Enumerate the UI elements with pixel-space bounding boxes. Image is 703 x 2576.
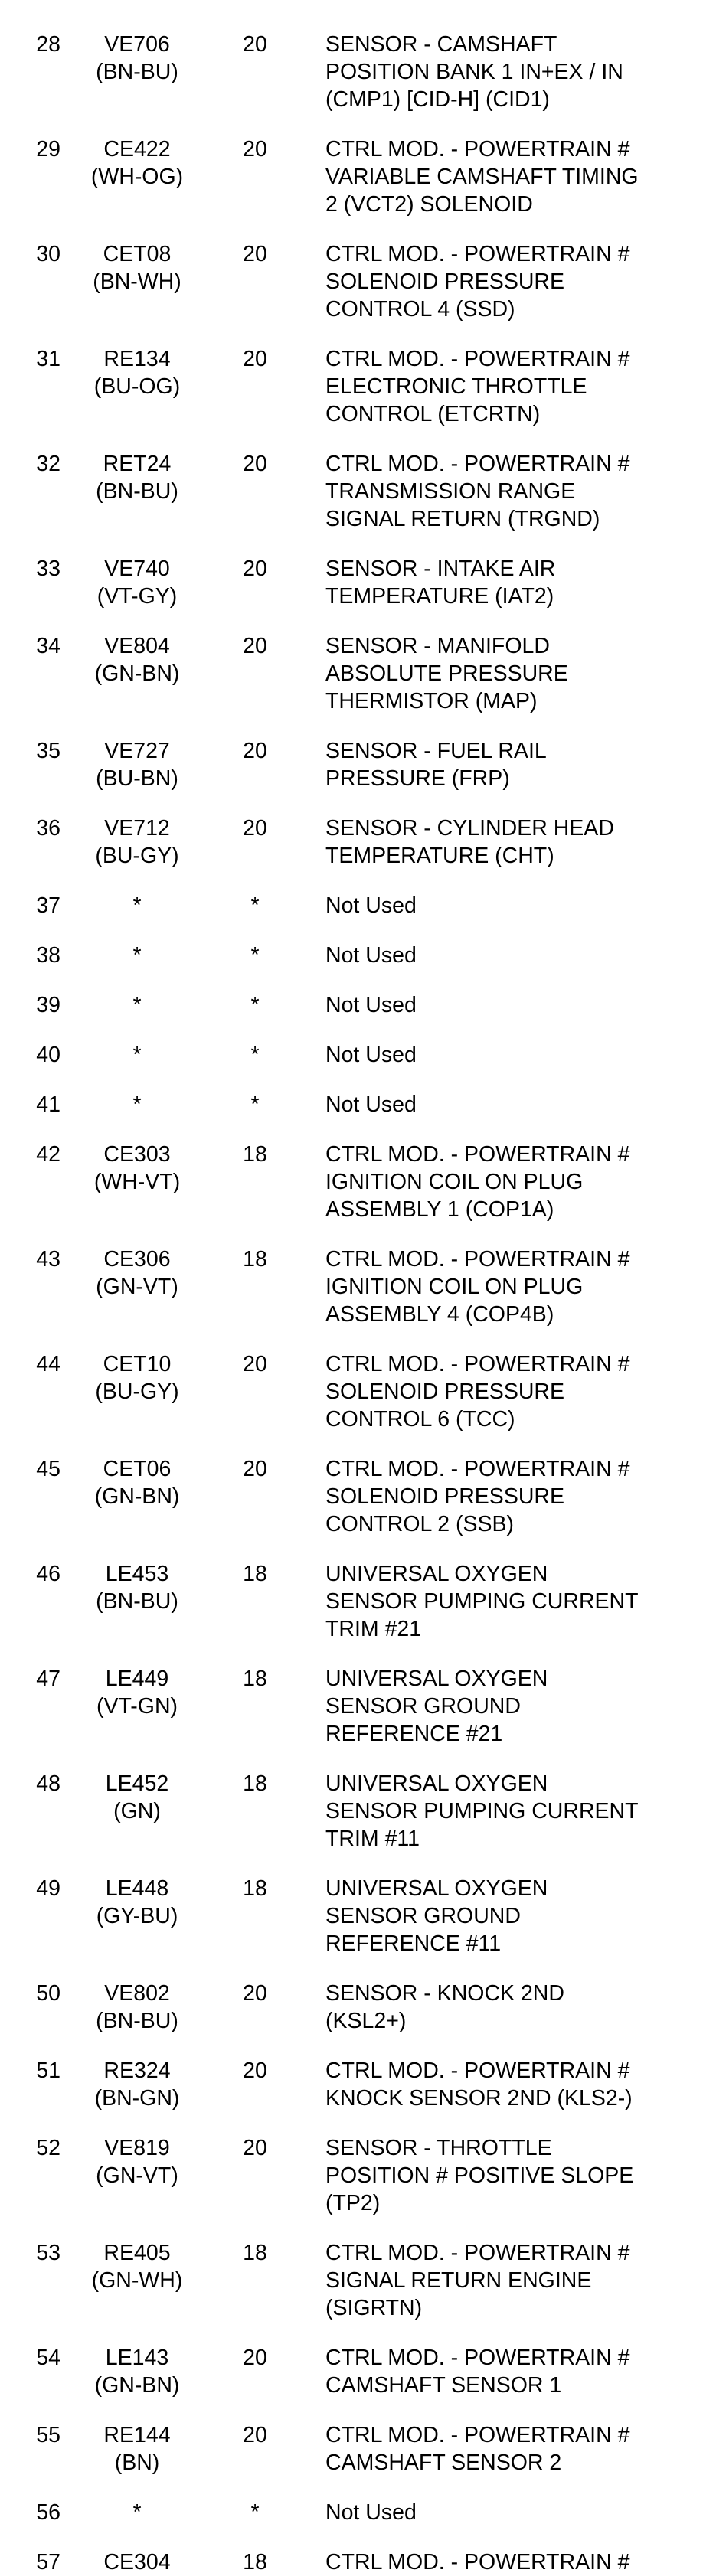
wire-gauge: 20 bbox=[243, 1457, 267, 1481]
table-row bbox=[0, 135, 703, 218]
circuit-description: Not Used bbox=[325, 2500, 417, 2525]
table-row bbox=[0, 1980, 703, 2035]
wire-gauge: 20 bbox=[243, 634, 267, 658]
circuit-id: LE449 (VT-GN) bbox=[96, 1667, 178, 1719]
table-row bbox=[0, 1041, 703, 1069]
circuit-description: CTRL MOD. - POWERTRAIN # SOLENOID PRESSURE CONTROL 6 (TCC) bbox=[325, 1352, 630, 1432]
circuit-description: CTRL MOD. - POWERTRAIN # CAMSHAFT SENSOR 2 bbox=[325, 2423, 630, 2475]
table-row bbox=[0, 1770, 703, 1853]
table-row bbox=[0, 737, 703, 792]
circuit-description: SENSOR - FUEL RAIL PRESSURE (FRP) bbox=[325, 739, 547, 791]
circuit-description: SENSOR - INTAKE AIR TEMPERATURE (IAT2) bbox=[325, 557, 556, 609]
circuit-description: CTRL MOD. - POWERTRAIN # ELECTRONIC THROTTLE CONTROL (ETCRTN) bbox=[325, 347, 630, 426]
circuit-id: RE324 (BN-GN) bbox=[94, 2059, 180, 2111]
circuit-description: CTRL MOD. - POWERTRAIN # SOLENOID PRESSURE CONTROL 4 (SSD) bbox=[325, 242, 630, 322]
circuit-description: UNIVERSAL OXYGEN SENSOR GROUND REFERENCE #21 bbox=[325, 1667, 548, 1746]
wire-gauge: * bbox=[250, 1043, 260, 1067]
circuit-id: * bbox=[132, 993, 142, 1017]
table-row bbox=[0, 1665, 703, 1748]
table-row bbox=[0, 815, 703, 870]
wire-gauge: 20 bbox=[243, 1981, 267, 2006]
pin-number: 37 bbox=[36, 893, 60, 918]
wire-gauge: * bbox=[250, 893, 260, 918]
wire-gauge: 18 bbox=[243, 1247, 267, 1272]
pin-number: 50 bbox=[36, 1981, 60, 2006]
table-row bbox=[0, 2239, 703, 2322]
circuit-description: SENSOR - CYLINDER HEAD TEMPERATURE (CHT) bbox=[325, 816, 614, 868]
circuit-description: Not Used bbox=[325, 993, 417, 1017]
table-row bbox=[0, 1141, 703, 1223]
wire-gauge: 18 bbox=[243, 1667, 267, 1691]
circuit-id: CET08 (BN-WH) bbox=[93, 242, 181, 294]
circuit-description: Not Used bbox=[325, 1092, 417, 1117]
circuit-id: LE448 (GY-BU) bbox=[96, 1876, 178, 1928]
circuit-id: * bbox=[132, 943, 142, 968]
table-row bbox=[0, 1455, 703, 1538]
circuit-id: * bbox=[132, 1092, 142, 1117]
circuit-description: CTRL MOD. - POWERTRAIN # bbox=[325, 2550, 630, 2574]
circuit-id: VE706 (BN-BU) bbox=[96, 32, 178, 84]
pin-number: 57 bbox=[36, 2550, 60, 2574]
circuit-id: CET10 (BU-GY) bbox=[95, 1352, 179, 1404]
circuit-description: CTRL MOD. - POWERTRAIN # SIGNAL RETURN ENGINE (SIGRTN) bbox=[325, 2241, 630, 2320]
circuit-id: CET06 (GN-BN) bbox=[94, 1457, 180, 1509]
pin-number: 55 bbox=[36, 2423, 60, 2447]
table-row bbox=[0, 2057, 703, 2112]
pin-number: 43 bbox=[36, 1247, 60, 1272]
pin-number: 32 bbox=[36, 452, 60, 476]
wire-gauge: 20 bbox=[243, 32, 267, 57]
circuit-id: VE740 (VT-GY) bbox=[96, 557, 178, 609]
table-row bbox=[0, 1246, 703, 1328]
circuit-description: CTRL MOD. - POWERTRAIN # IGNITION COIL ON PLUG ASSEMBLY 4 (COP4B) bbox=[325, 1247, 630, 1327]
table-row bbox=[0, 555, 703, 610]
table-row bbox=[0, 2344, 703, 2399]
pin-number: 45 bbox=[36, 1457, 60, 1481]
wire-gauge: 20 bbox=[243, 2423, 267, 2447]
table-row bbox=[0, 450, 703, 533]
wire-gauge: * bbox=[250, 993, 260, 1017]
wire-gauge: 20 bbox=[243, 2136, 267, 2160]
circuit-id: RET24 (BN-BU) bbox=[96, 452, 178, 504]
circuit-id: * bbox=[132, 1043, 142, 1067]
pin-number: 40 bbox=[36, 1043, 60, 1067]
pin-number: 39 bbox=[36, 993, 60, 1017]
table-row bbox=[0, 1875, 703, 1957]
circuit-id: LE143 (GN-BN) bbox=[94, 2346, 180, 2398]
circuit-id: CE422 (WH-OG) bbox=[90, 137, 184, 189]
pin-number: 41 bbox=[36, 1092, 60, 1117]
circuit-description: CTRL MOD. - POWERTRAIN # KNOCK SENSOR 2ND (KLS2-) bbox=[325, 2059, 633, 2111]
table-row bbox=[0, 240, 703, 323]
wire-gauge: 20 bbox=[243, 739, 267, 763]
circuit-description: Not Used bbox=[325, 893, 417, 918]
pin-number: 31 bbox=[36, 347, 60, 371]
pin-number: 49 bbox=[36, 1876, 60, 1901]
pin-number: 47 bbox=[36, 1667, 60, 1691]
table-row bbox=[0, 991, 703, 1019]
circuit-description: Not Used bbox=[325, 1043, 417, 1067]
circuit-description: CTRL MOD. - POWERTRAIN # IGNITION COIL ON PLUG ASSEMBLY 1 (COP1A) bbox=[325, 1142, 630, 1222]
pin-number: 36 bbox=[36, 816, 60, 841]
pin-number: 51 bbox=[36, 2059, 60, 2083]
circuit-id: RE144 (BN) bbox=[103, 2423, 171, 2475]
circuit-description: SENSOR - KNOCK 2ND (KSL2+) bbox=[325, 1981, 564, 2033]
circuit-id: VE804 (GN-BN) bbox=[94, 634, 180, 686]
pin-number: 38 bbox=[36, 943, 60, 968]
circuit-id: * bbox=[132, 2500, 142, 2525]
wire-gauge: 18 bbox=[243, 2241, 267, 2265]
wire-gauge: 18 bbox=[243, 1142, 267, 1167]
pin-number: 46 bbox=[36, 1562, 60, 1586]
wire-gauge: 20 bbox=[243, 2346, 267, 2370]
wire-gauge: 20 bbox=[243, 1352, 267, 1376]
circuit-description: Not Used bbox=[325, 943, 417, 968]
pin-number: 35 bbox=[36, 739, 60, 763]
wire-gauge: 20 bbox=[243, 137, 267, 162]
circuit-description: CTRL MOD. - POWERTRAIN # SOLENOID PRESSURE CONTROL 2 (SSB) bbox=[325, 1457, 630, 1536]
wire-gauge: 20 bbox=[243, 557, 267, 581]
circuit-id: LE452 (GN) bbox=[105, 1771, 169, 1823]
pin-number: 29 bbox=[36, 137, 60, 162]
table-row bbox=[0, 1560, 703, 1643]
pin-number: 56 bbox=[36, 2500, 60, 2525]
wire-gauge: * bbox=[250, 2500, 260, 2525]
pin-number: 30 bbox=[36, 242, 60, 266]
pin-number: 53 bbox=[36, 2241, 60, 2265]
pin-number: 52 bbox=[36, 2136, 60, 2160]
table-row bbox=[0, 2499, 703, 2526]
table-row bbox=[0, 2421, 703, 2476]
pin-number: 54 bbox=[36, 2346, 60, 2370]
circuit-id: VE819 (GN-VT) bbox=[96, 2136, 178, 2188]
pin-number: 42 bbox=[36, 1142, 60, 1167]
table-row bbox=[0, 892, 703, 919]
circuit-id: CE303 (WH-VT) bbox=[93, 1142, 181, 1194]
wire-gauge: 20 bbox=[243, 452, 267, 476]
circuit-id: VE727 (BU-BN) bbox=[96, 739, 178, 791]
circuit-description: UNIVERSAL OXYGEN SENSOR PUMPING CURRENT TRIM #11 bbox=[325, 1771, 639, 1851]
table-row bbox=[0, 1091, 703, 1118]
circuit-id: * bbox=[132, 893, 142, 918]
pin-number: 44 bbox=[36, 1352, 60, 1376]
wire-gauge: * bbox=[250, 943, 260, 968]
wire-gauge: 18 bbox=[243, 1562, 267, 1586]
circuit-description: SENSOR - MANIFOLD ABSOLUTE PRESSURE THERMISTOR (MAP) bbox=[325, 634, 568, 713]
wire-gauge: 18 bbox=[243, 1876, 267, 1901]
circuit-id: RE405 (GN-WH) bbox=[91, 2241, 183, 2293]
circuit-description: SENSOR - CAMSHAFT POSITION BANK 1 IN+EX / IN (CMP1) [CID-H] (CID1) bbox=[325, 32, 623, 112]
wire-gauge: 20 bbox=[243, 347, 267, 371]
circuit-id: LE453 (BN-BU) bbox=[96, 1562, 178, 1614]
circuit-id: VE712 (BU-GY) bbox=[95, 816, 179, 868]
wire-gauge: 20 bbox=[243, 816, 267, 841]
wire-gauge: 18 bbox=[243, 1771, 267, 1796]
pin-number: 33 bbox=[36, 557, 60, 581]
table-row bbox=[0, 942, 703, 969]
circuit-id: CE304 bbox=[103, 2550, 171, 2574]
circuit-description: CTRL MOD. - POWERTRAIN # CAMSHAFT SENSOR 1 bbox=[325, 2346, 630, 2398]
wire-gauge: 20 bbox=[243, 2059, 267, 2083]
pin-number: 34 bbox=[36, 634, 60, 658]
wire-gauge: 18 bbox=[243, 2550, 267, 2574]
pin-number: 48 bbox=[36, 1771, 60, 1796]
circuit-description: UNIVERSAL OXYGEN SENSOR GROUND REFERENCE #11 bbox=[325, 1876, 548, 1956]
table-row bbox=[0, 632, 703, 715]
pin-number: 28 bbox=[36, 32, 60, 57]
circuit-description: SENSOR - THROTTLE POSITION # POSITIVE SLOPE (TP2) bbox=[325, 2136, 634, 2215]
circuit-id: RE134 (BU-OG) bbox=[93, 347, 181, 399]
circuit-description: CTRL MOD. - POWERTRAIN # TRANSMISSION RANGE SIGNAL RETURN (TRGND) bbox=[325, 452, 630, 531]
circuit-id: CE306 (GN-VT) bbox=[96, 1247, 178, 1299]
table-row bbox=[0, 1350, 703, 1433]
table-row bbox=[0, 2548, 703, 2576]
table-row bbox=[0, 345, 703, 428]
table-row bbox=[0, 2134, 703, 2217]
wire-gauge: 20 bbox=[243, 242, 267, 266]
circuit-description: UNIVERSAL OXYGEN SENSOR PUMPING CURRENT TRIM #21 bbox=[325, 1562, 639, 1641]
circuit-id: VE802 (BN-BU) bbox=[96, 1981, 178, 2033]
table-row bbox=[0, 31, 703, 113]
circuit-description: CTRL MOD. - POWERTRAIN # VARIABLE CAMSHAFT TIMING 2 (VCT2) SOLENOID bbox=[325, 137, 639, 217]
wire-gauge: * bbox=[250, 1092, 260, 1117]
